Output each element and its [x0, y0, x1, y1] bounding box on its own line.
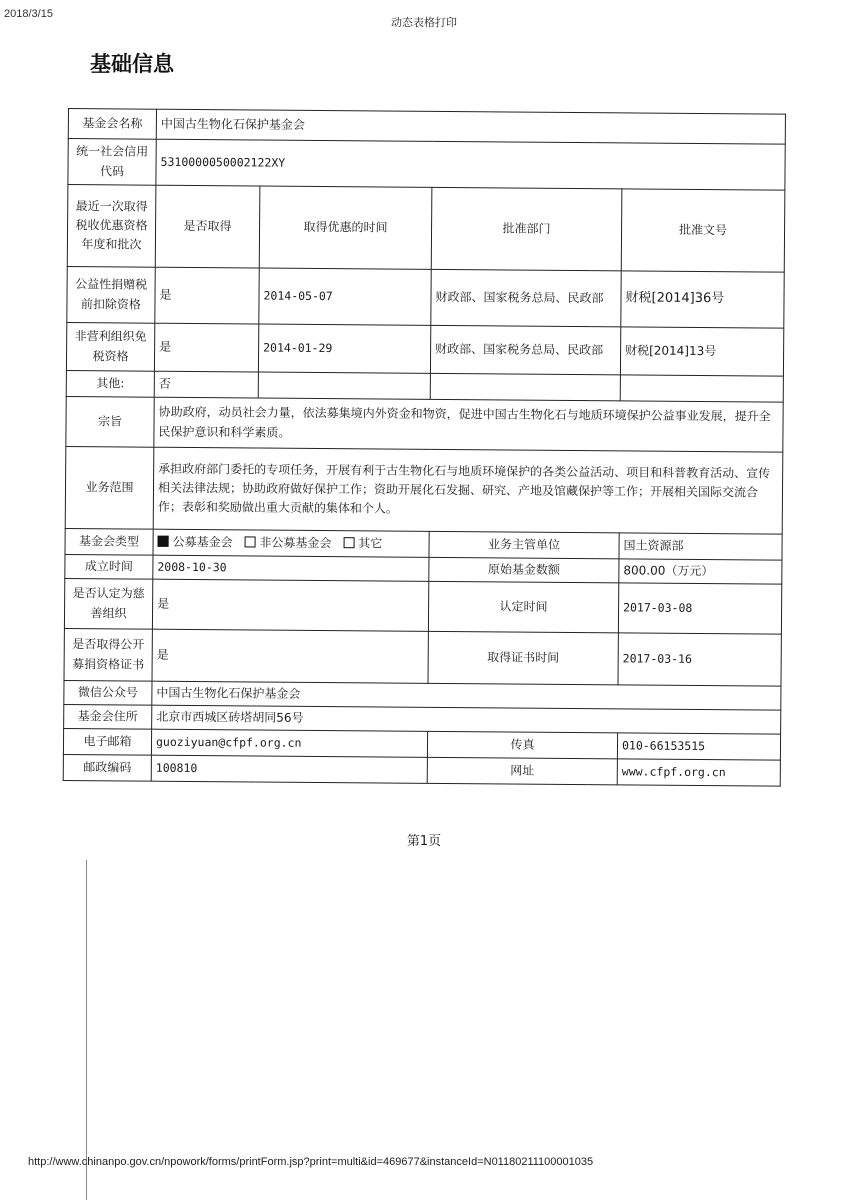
founded-label: 成立时间	[65, 554, 153, 579]
charity-date-value: 2017-03-08	[618, 583, 781, 634]
print-title: 动态表格打印	[391, 16, 457, 29]
address-value: 北京市西城区砖塔胡同56号	[152, 705, 781, 734]
tax-row-doc: 财税[2014]13号	[620, 327, 783, 376]
tax-row-dept	[430, 373, 620, 400]
tax-row-doc: 财税[2014]36号	[621, 271, 784, 328]
address-label: 基金会住所	[64, 704, 152, 729]
scan-line	[86, 860, 87, 1200]
scope-value: 承担政府部门委托的专项任务，开展有利于古生物化石与地质环境保护的各类公益活动、项目和科普教育活动、宣传相关法律法规；协助政府做好保护工作；资助开展化石发掘、研究、产地及馆藏保护等工作；开展相关国际交流合作；表彰和奖励做出重大贡献的集体和个人。	[153, 447, 783, 534]
foundation-info-table	[63, 108, 786, 787]
unchecked-box-icon	[343, 537, 354, 548]
zip-label: 邮政编码	[63, 754, 151, 781]
public-label: 是否取得公开募捐资格证书	[64, 628, 152, 681]
checked-box-icon	[158, 536, 169, 547]
cert-date-value: 2017-03-16	[618, 633, 781, 686]
tax-row-doc	[620, 375, 783, 402]
credit-value: 53100000500021​22XY	[156, 139, 785, 190]
name-label: 基金会名称	[68, 109, 156, 140]
name-value: 中国古生物化石保护基金会	[156, 109, 785, 144]
row-charity	[64, 578, 781, 634]
tax-col-doc: 批准文号	[621, 189, 785, 272]
tax-label: 最近一次取得税收优惠资格年度和批次	[67, 185, 156, 268]
tax-row-dept: 财政部、国家税务总局、民政部	[431, 269, 621, 326]
row-scope	[65, 446, 783, 534]
row-tax-exempt	[66, 322, 783, 376]
type-label: 基金会类型	[65, 528, 153, 555]
row-purpose	[66, 396, 783, 452]
type-option-public: 公募基金会	[158, 535, 241, 550]
wechat-value: 中国古生物化石保护基金会	[152, 681, 781, 710]
footer-url: http://www.chinanpo.gov.cn/npowork/forms/printForm.jsp?print=multi&id=469677&instanceId=N01180211100001035	[28, 1156, 594, 1168]
email-value: guoziyuan@cfpf.org.cn	[151, 729, 427, 757]
tax-row-label: 公益性捐赠税前扣除资格	[67, 266, 155, 323]
fund-value: 800.00（万元）	[619, 559, 782, 584]
purpose-value: 协助政府，动员社会力量，依法募集境内外资金和物资，促进中国古生物化石与地质环境保护公益事业发展，提升全民保护意识和科学素质。	[154, 397, 783, 452]
tax-row-date: 2014-01-29	[258, 324, 430, 373]
zip-value: 100810	[151, 755, 427, 783]
print-date: 2018/3/15	[4, 8, 53, 20]
founded-value: 2008-10-30	[153, 555, 429, 581]
wechat-label: 微信公众号	[64, 680, 152, 705]
scope-label: 业务范围	[65, 446, 154, 529]
tax-row-date: 2014-05-07	[259, 268, 431, 325]
tax-col-obtained: 是否取得	[155, 185, 260, 268]
tax-row-obtained: 是	[155, 267, 259, 324]
charity-label: 是否认定为慈善组织	[64, 578, 152, 629]
fund-label: 原始基金数额	[429, 557, 619, 582]
fax-label: 传真	[427, 731, 617, 758]
type-option-other: 其它	[343, 536, 390, 550]
page-title: 基础信息	[90, 52, 174, 76]
row-zip	[63, 754, 780, 786]
cert-date-label: 取得证书时间	[428, 631, 618, 684]
type-options	[153, 529, 429, 557]
unchecked-box-icon	[244, 536, 255, 547]
charity-date-label: 认定时间	[428, 581, 618, 632]
row-tax-header	[67, 185, 785, 273]
authority-label: 业务主管单位	[429, 531, 619, 558]
tax-col-dept: 批准部门	[431, 187, 622, 270]
charity-value: 是	[152, 579, 428, 631]
credit-label: 统一社会信用代码	[68, 139, 156, 186]
tax-row-label: 非营利组织免税资格	[66, 322, 154, 371]
email-label: 电子邮箱	[63, 728, 151, 755]
purpose-label: 宗旨	[66, 396, 154, 447]
row-tax-deduction	[67, 266, 784, 328]
tax-col-date: 取得优惠的时间	[259, 186, 432, 269]
type-option-nonpublic: 非公募基金会	[244, 535, 339, 550]
web-value: www.cfpf.org.cn	[617, 759, 780, 786]
page-number: 第1页	[406, 834, 442, 849]
tax-row-date	[258, 372, 430, 399]
tax-row-obtained: 是	[154, 323, 258, 372]
web-label: 网址	[427, 757, 617, 784]
row-credit	[68, 139, 785, 191]
tax-row-label: 其他:	[66, 370, 154, 397]
authority-value: 国土资源部	[619, 533, 782, 560]
fax-value: 010-66153515	[617, 733, 780, 760]
tax-row-obtained: 否	[154, 371, 258, 398]
tax-row-dept: 财政部、国家税务总局、民政部	[430, 325, 620, 374]
row-public-fundraising	[64, 628, 781, 686]
public-value: 是	[152, 629, 428, 683]
